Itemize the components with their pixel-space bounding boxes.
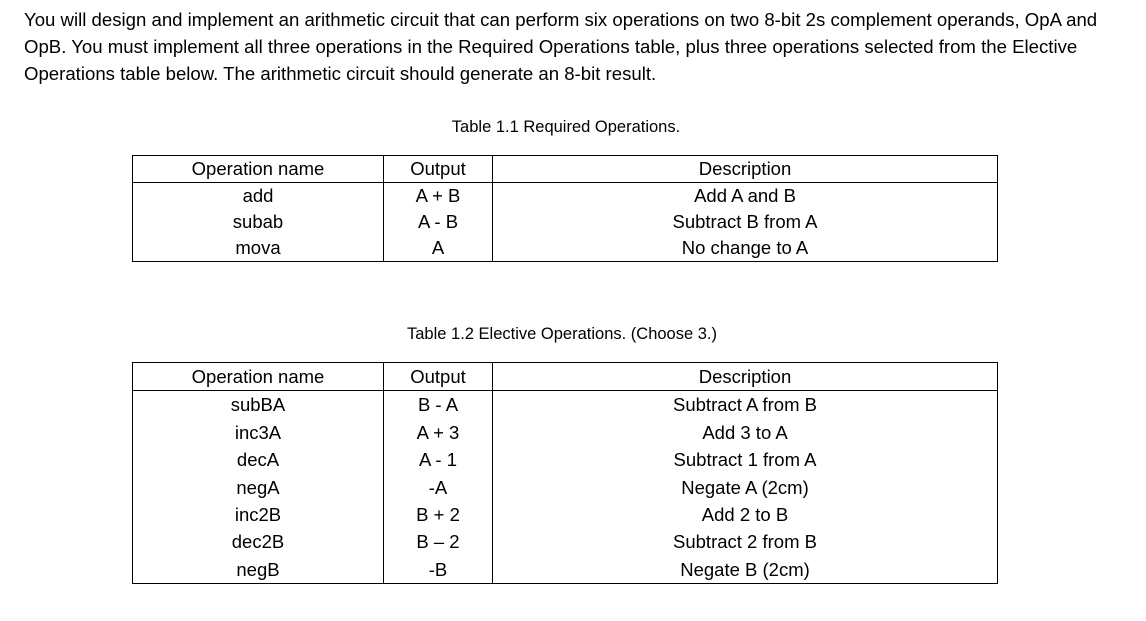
header-operation-name: Operation name [133,156,384,183]
operation-name-cell: mova [133,235,384,262]
operation-name-cell: negA [133,474,384,501]
table-row [133,209,998,235]
intro-paragraph: You will design and implement an arithmetic circuit that can perform six operations on two 8-bit 2s complement operands, OpA and OpB. You must implement all three operations in the Required Operations table, plus three operations selected from the Elective Operations table below. The arithmetic circuit should generate an 8-bit result. [24,9,1098,84]
table-row [133,183,998,210]
table-row [133,391,998,419]
description-cell: Subtract 1 from A [493,446,998,473]
required-operations-table [132,155,998,262]
output-cell: B + 2 [384,501,493,528]
table2-caption: Table 1.2 Elective Operations. (Choose 3.) [407,325,717,343]
output-cell: A [384,235,493,262]
table-row [133,501,998,528]
header-operation-name: Operation name [133,363,384,391]
header-description: Description [493,156,998,183]
header-description: Description [493,363,998,391]
table-row [133,419,998,446]
table-header-row [133,156,998,183]
header-output: Output [384,363,493,391]
description-cell: Add 3 to A [493,419,998,446]
description-cell: Subtract B from A [493,209,998,235]
operation-name-cell: dec2B [133,528,384,555]
output-cell: A + 3 [384,419,493,446]
output-cell: A - 1 [384,446,493,473]
operation-name-cell: inc2B [133,501,384,528]
operation-name-cell: subBA [133,391,384,419]
output-cell: -A [384,474,493,501]
table-row [133,528,998,555]
operation-name-cell: decA [133,446,384,473]
operation-name-cell: inc3A [133,419,384,446]
description-cell: Subtract A from B [493,391,998,419]
description-cell: No change to A [493,235,998,262]
output-cell: B - A [384,391,493,419]
table-row [133,446,998,473]
output-cell: B – 2 [384,528,493,555]
description-cell: Add 2 to B [493,501,998,528]
table-row [133,235,998,262]
table-row [133,556,998,584]
description-cell: Add A and B [493,183,998,210]
description-cell: Negate A (2cm) [493,474,998,501]
operation-name-cell: subab [133,209,384,235]
elective-operations-table [132,362,998,584]
header-output: Output [384,156,493,183]
output-cell: A - B [384,209,493,235]
operation-name-cell: add [133,183,384,210]
table-header-row [133,363,998,391]
output-cell: A + B [384,183,493,210]
output-cell: -B [384,556,493,584]
table-row [133,474,998,501]
description-cell: Negate B (2cm) [493,556,998,584]
operation-name-cell: negB [133,556,384,584]
table1-caption: Table 1.1 Required Operations. [451,118,681,136]
description-cell: Subtract 2 from B [493,528,998,555]
